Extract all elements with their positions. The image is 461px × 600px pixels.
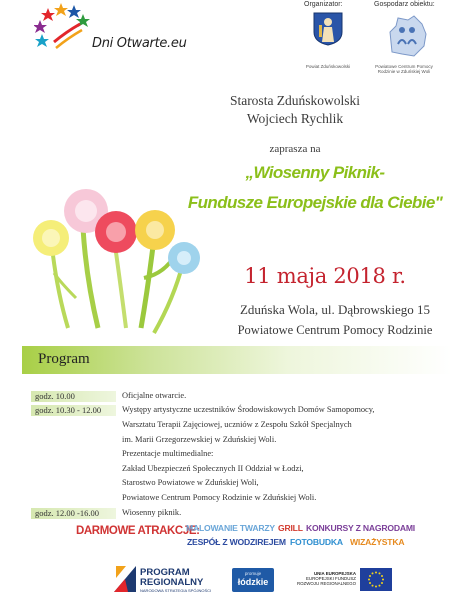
lodz-small-text: promuje bbox=[244, 571, 262, 576]
event-place: Zduńska Wola, ul. Dąbrowskiego 15 bbox=[239, 302, 431, 317]
attractions-label: DARMOWE ATRAKCJE: bbox=[76, 525, 200, 537]
lodz-big-text: łódzkie bbox=[237, 577, 269, 587]
attraction-item: GRILL bbox=[278, 523, 303, 533]
stars-ring-icon bbox=[34, 2, 94, 62]
attraction-item: FOTOBUDKA bbox=[290, 537, 343, 547]
host-caption: Powiatowe Centrum Pomocy Rodzinie w Zduńskiej Woli bbox=[375, 64, 433, 74]
attraction-item: MALOWANIE TWARZY bbox=[186, 523, 275, 533]
attraction-item: ZESPÓŁ Z WODZIREJEM bbox=[187, 537, 286, 547]
event-title-line-2: Fundusze Europejskie dla Ciebie" bbox=[187, 193, 443, 212]
program-line-3: NARODOWA STRATEGIA SPÓJNOŚCI bbox=[140, 588, 212, 593]
program-title: Program bbox=[38, 351, 90, 367]
host-label: Gospodarz obiektu: bbox=[374, 1, 435, 8]
event-date: 11 maja 2018 r. bbox=[244, 264, 406, 288]
program-line-2: REGIONALNY bbox=[140, 577, 204, 588]
program-time: godz. 10.30 - 12.00 bbox=[31, 405, 116, 416]
eu-line-3: ROZWOJU REGIONALNEGO bbox=[296, 581, 356, 586]
promuje-lodzkie-logo bbox=[232, 568, 274, 592]
program-time: godz. 10.00 bbox=[31, 391, 116, 402]
program-line-1: PROGRAM bbox=[140, 567, 190, 578]
event-venue: Powiatowe Centrum Pomocy Rodzinie bbox=[237, 323, 433, 337]
attraction-item: KONKURSY Z NAGRODAMI bbox=[306, 523, 415, 533]
powiat-crest-icon bbox=[313, 12, 343, 46]
eu-fund-text bbox=[296, 571, 356, 586]
invite-line-3: zaprasza na bbox=[269, 143, 321, 155]
organizer-label: Organizator: bbox=[304, 1, 343, 8]
program-time: godz. 12.00 -16.00 bbox=[31, 508, 116, 519]
eu-flag-icon bbox=[360, 568, 392, 591]
program-line: Warsztatu Terapii Zajęciowej, uczniów z Zespołu Szkół Specjalnych bbox=[122, 420, 352, 429]
logo-text: Dni Otwarte.eu bbox=[92, 36, 187, 51]
invite-line-1: Starosta Zduńskowolski bbox=[229, 93, 361, 108]
program-line: Zakład Ubezpieczeń Społecznych II Oddział w Łodzi, bbox=[122, 464, 304, 473]
program-line: Oficjalne otwarcie. bbox=[122, 391, 187, 400]
program-line: Powiatowe Centrum Pomocy Rodzinie w Zduńskiej Woli. bbox=[122, 493, 317, 502]
eu-line-1: UNIA EUROPEJSKA bbox=[313, 571, 356, 576]
program-line: Wiosenny piknik. bbox=[122, 508, 182, 517]
organizer-caption: Powiat Zduńskowolski bbox=[305, 64, 351, 69]
pcpr-logo-icon bbox=[384, 12, 432, 60]
eu-line-2: EUROPEJSKI FUNDUSZ bbox=[305, 576, 356, 581]
program-regionalny-logo bbox=[114, 566, 234, 594]
flowers-illustration bbox=[26, 178, 216, 346]
invite-line-2: Wojciech Rychlik bbox=[246, 111, 344, 126]
program-line: im. Marii Grzegorzewskiej w Zduńskiej Woli. bbox=[122, 435, 277, 444]
attraction-item: WIZAŻYSTKA bbox=[350, 537, 405, 547]
event-title-line-1: „Wiosenny Piknik- bbox=[245, 163, 385, 182]
program-line: Starostwo Powiatowe w Zduńskiej Woli, bbox=[122, 478, 259, 487]
program-regionalny-icon bbox=[114, 566, 136, 592]
dni-otwarte-logo bbox=[34, 2, 204, 64]
program-line: Występy artystyczne uczestników Środowiskowych Domów Samopomocy, bbox=[122, 405, 375, 414]
program-line: Prezentacje multimedialne: bbox=[122, 449, 214, 458]
